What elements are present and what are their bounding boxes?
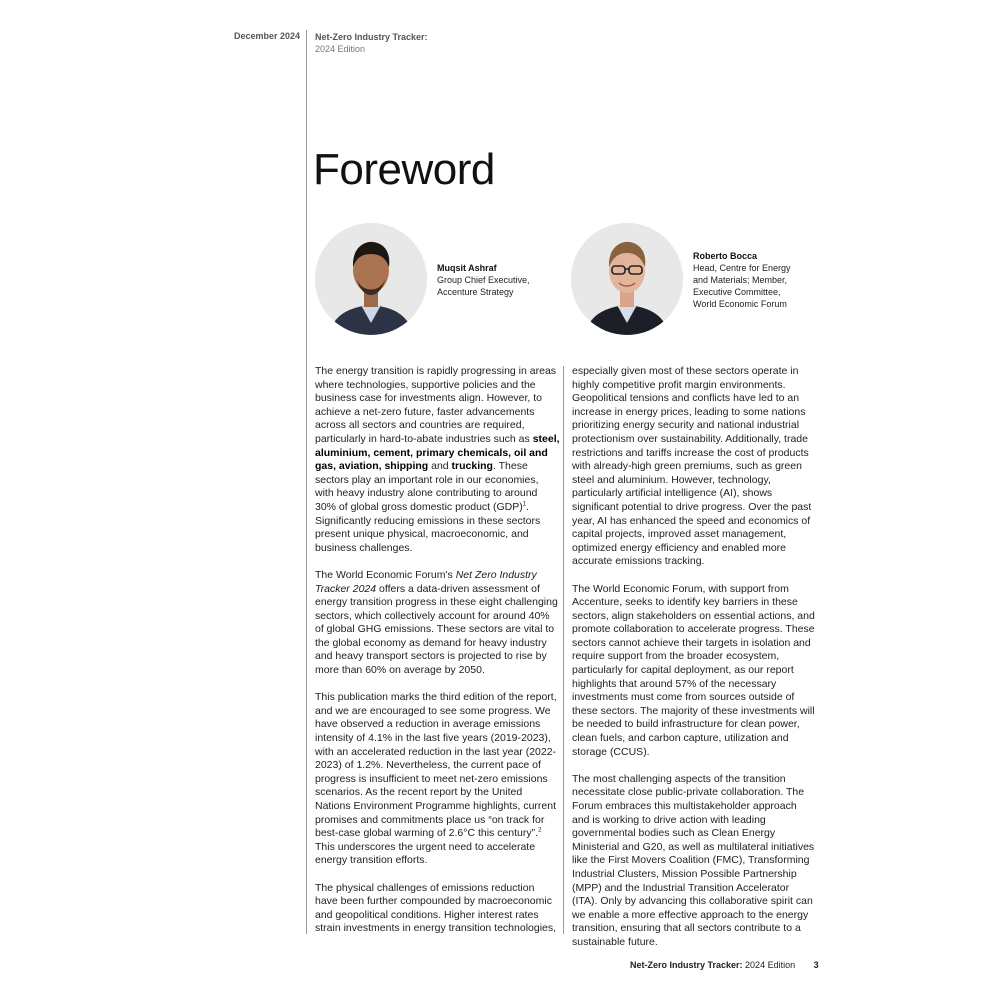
paragraph: The World Economic Forum, with support from Accenture, seeks to identify key barriers in these sectors, align stakeholders on essential actions, and promote collaboration to accelerate progress. These sectors cannot achieve their targets in isolation and require support from the broader ecosystem, particularly for capital deployment, as our report highlights that around 57% of the necessary investments must come from sources outside of these sectors. The majority of these investments will be needed to build infrastructure for clean power, clean fuels, and carbon capture, utilization and storage (CCUS). <box>572 582 815 758</box>
person-role-line: Executive Committee, <box>693 287 781 297</box>
text-run: The World Economic Forum's <box>315 568 456 581</box>
avatar <box>571 223 683 335</box>
bold-text-run: trucking <box>451 460 493 473</box>
person-name: Roberto Bocca <box>693 251 758 261</box>
paragraph: especially given most of these sectors operate in highly competitive profit margin environments. Geopolitical tensions and conflicts have led to an increase in energy prices, leading to some nations prioritizing energy security and national industrial protectionism over sustainability. Additionally, trade restrictions and tariffs increase the cost of products with already-high green premiums, such as green steel and aluminium. However, technology, particularly artificial intelligence (AI), shows significant potential to drive progress. Over the past year, AI has enhanced the speed and economics of capital projects, improved asset management, optimized energy efficiency and enabled more accurate emissions tracking. <box>572 365 812 568</box>
text-run: . These sectors play an important role in our economies, with heavy industry alone contributing to around 30% of global gross domestic product (GDP) <box>315 460 539 513</box>
footnote-ref: 2 <box>538 827 542 834</box>
paragraph <box>315 691 560 868</box>
page-number: 3 <box>813 960 819 970</box>
header-report-title <box>315 31 428 55</box>
header-report-name: Net-Zero Industry Tracker: <box>315 32 428 42</box>
person-role-line: Accenture Strategy <box>437 287 514 297</box>
body-column-left <box>315 365 560 950</box>
portrait-photo-icon <box>571 223 683 335</box>
person-role-line: Group Chief Executive, <box>437 275 530 285</box>
person-name: Muqsit Ashraf <box>437 263 497 273</box>
text-run: and <box>428 460 452 473</box>
person-role-line: World Economic Forum <box>693 299 787 309</box>
column-divider <box>563 366 564 934</box>
person-card-2 <box>693 250 803 310</box>
bold-text-run: steel, aluminium, cement, primary chemicals, oil and gas, aviation, shipping <box>315 432 560 473</box>
header-edition: 2024 Edition <box>315 44 366 54</box>
text-run: . Significantly reducing emissions in these sectors present unique physical, macroeconomic, and business challenges. <box>315 500 541 554</box>
footer-title: Net-Zero Industry Tracker: <box>630 960 743 970</box>
paragraph: The physical challenges of emissions reduction have been further compounded by macroeconomic and geopolitical conditions. Higher interest rates strain investments in energy transition technologies, <box>315 881 557 935</box>
column-divider <box>306 30 307 934</box>
page-footer <box>630 960 819 970</box>
header-date: December 2024 <box>234 31 301 41</box>
text-run: This underscores the urgent need to accelerate energy transition efforts. <box>315 840 536 867</box>
person-role-line: Head, Centre for Energy <box>693 263 791 273</box>
person-card-1 <box>437 262 557 298</box>
page-title: Foreword <box>313 145 495 194</box>
footnote-ref: 1 <box>522 501 527 508</box>
portrait-photo-icon <box>315 223 427 335</box>
paragraph <box>315 569 560 678</box>
text-run: The energy transition is rapidly progressing in areas where technologies, supportive policies and the business case for investments align. However, to achieve a net-zero future, faster advancements across all sectors and countries are required, particularly in hard-to-abate industries such as <box>315 365 557 445</box>
text-run: offers a data-driven assessment of energy transition progress in these eight challenging sectors, which collectively account for around 40% of global GHG emissions. These sectors are vital to the global economy as demand for heavy industry and heavy transport sectors is projected to rise by more than 60% on average by 2050. <box>315 582 558 677</box>
body-column-right <box>572 365 817 963</box>
text-run: This publication marks the third edition of the report, and we are encouraged to see some progress. We have observed a reduction in average emissions intensity of 4.1% in the last five years (2019-2023), with an accelerated reduction in the last year (2022-2023) of 1.2%. Nevertheless, the current pace of progress is insufficient to meet net-zero emissions scenarios. As the recent report by the United Nations Environment Programme highlights, current promises and commitments place us “on track for best-case global warming of 2.6°C this century”. <box>315 691 557 840</box>
avatar <box>315 223 427 335</box>
footer-edition: 2024 Edition <box>745 960 796 970</box>
paragraph: The most challenging aspects of the transition necessitate close public-private collaboration. The Forum embraces this multistakeholder approach and is working to drive action with leading governmental bodies such as Clean Energy Ministerial and G20, as well as multilateral initiatives like the First Movers Coalition (FMC), Transforming Industrial Clusters, Mission Possible Partnership (MPP) and the Industrial Transition Accelerator (ITA). Only by advancing this collaborative spirit can we enable a more effective approach to the energy transition, ensuring that all sectors contribute to a sustainable future. <box>572 772 815 948</box>
italic-text-run: Net Zero Industry Tracker 2024 <box>315 568 537 595</box>
person-role-line: and Materials; Member, <box>693 275 788 285</box>
paragraph <box>315 365 560 555</box>
